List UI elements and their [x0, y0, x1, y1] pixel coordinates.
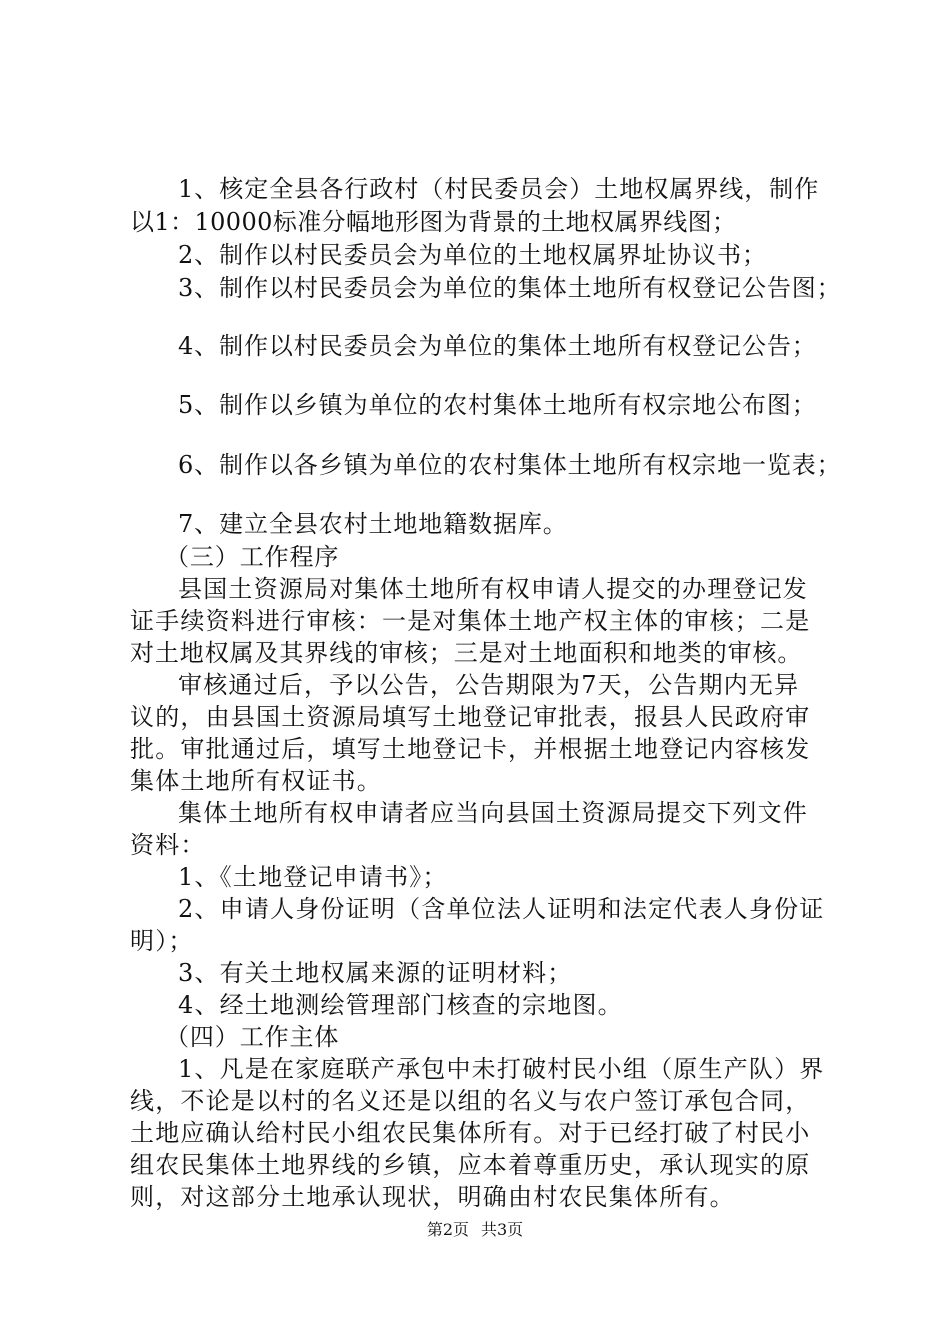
- section-heading: （三）工作程序: [165, 543, 340, 571]
- text-line: 以1：10000标准分幅地形图为背景的土地权属界线图；: [130, 208, 737, 236]
- text-line: 4、制作以村民委员会为单位的集体土地所有权登记公告；: [178, 332, 817, 360]
- text-line: 集体土地所有权申请者应当向县国土资源局提交下列文件: [178, 799, 808, 827]
- text-line: 资料：: [130, 831, 206, 859]
- text-line: 5、制作以乡镇为单位的农村集体土地所有权宗地公布图；: [178, 391, 817, 419]
- text-line: 组农民集体土地界线的乡镇，应本着尊重历史，承认现实的原: [130, 1151, 811, 1179]
- text-line: 6、制作以各乡镇为单位的农村集体土地所有权宗地一览表；: [178, 451, 842, 479]
- text-line: 3、制作以村民委员会为单位的集体土地所有权登记公告图；: [178, 274, 842, 302]
- text-line: 议的，由县国土资源局填写土地登记审批表，报县人民政府审: [130, 703, 811, 731]
- text-line: 1、凡是在家庭联产承包中未打破村民小组（原生产队）界: [178, 1055, 825, 1083]
- text-line: 审核通过后，予以公告，公告期限为7天，公告期内无异: [178, 671, 800, 699]
- text-line: 2、制作以村民委员会为单位的土地权属界址协议书；: [178, 241, 767, 269]
- page-footer: [0, 1220, 950, 1240]
- text-line: 集体土地所有权证书。: [130, 767, 382, 795]
- text-line: 7、建立全县农村土地地籍数据库。: [178, 510, 568, 538]
- text-line: 批。审批通过后，填写土地登记卡，并根据土地登记内容核发: [130, 735, 811, 763]
- text-line: 证手续资料进行审核：一是对集体土地产权主体的审核；二是: [130, 607, 811, 635]
- list-item: 3、有关土地权属来源的证明材料；: [178, 959, 573, 987]
- section-heading: （四）工作主体: [165, 1023, 340, 1051]
- text-line: 线，不论是以村的名义还是以组的名义与农户签订承包合同，: [130, 1087, 811, 1115]
- list-item: 1、《土地登记申请书》；: [178, 863, 448, 891]
- text-line: 1、核定全县各行政村（村民委员会）土地权属界线，制作: [178, 175, 820, 203]
- list-item: 4、经土地测绘管理部门核查的宗地图。: [178, 991, 623, 1019]
- list-item: 2、申请人身份证明（含单位法人证明和法定代表人身份证: [178, 895, 825, 923]
- text-line: 明）；: [130, 927, 194, 955]
- page-total: 共3页: [481, 1220, 524, 1239]
- page-number: 第2页: [426, 1220, 469, 1239]
- text-line: 对土地权属及其界线的审核；三是对土地面积和地类的审核。: [130, 639, 803, 667]
- text-line: 土地应确认给村民小组农民集体所有。对于已经打破了村民小: [130, 1119, 811, 1147]
- text-line: 县国土资源局对集体土地所有权申请人提交的办理登记发: [178, 575, 808, 603]
- text-line: 则，对这部分土地承认现状，明确由村农民集体所有。: [130, 1183, 735, 1211]
